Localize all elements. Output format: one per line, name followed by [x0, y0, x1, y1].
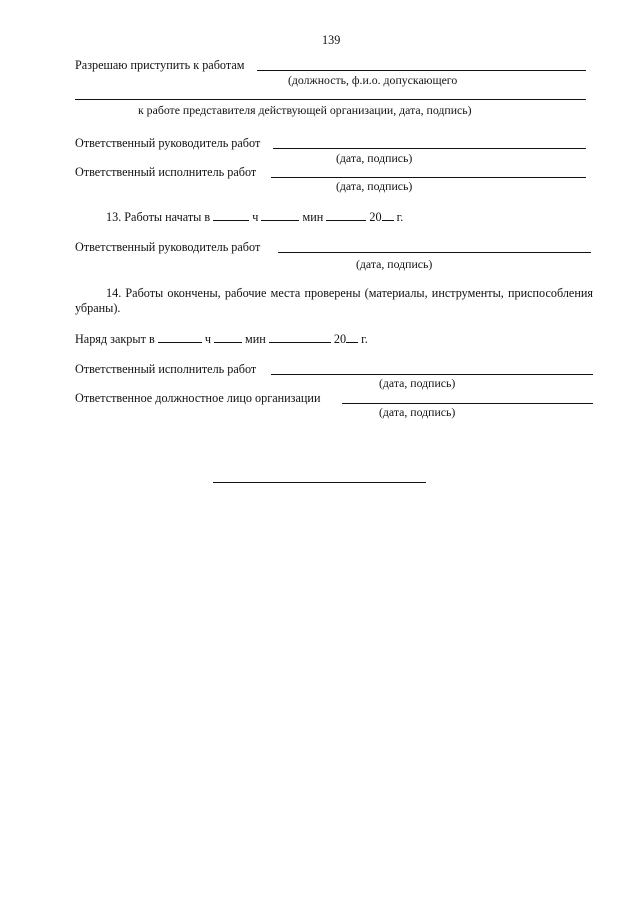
responsible-executor-line[interactable] [271, 177, 586, 178]
permit-caption-1: (должность, ф.и.о. допускающего [288, 73, 458, 87]
responsible-official-label: Ответственное должностное лицо организации [75, 391, 321, 405]
start-minutes-field[interactable] [261, 209, 299, 221]
responsible-manager-line-2[interactable] [278, 252, 591, 253]
page-number: 139 [322, 33, 341, 47]
close-year-prefix: 20 [333, 332, 347, 346]
responsible-manager-caption-2: (дата, подпись) [356, 257, 433, 271]
close-year-field[interactable] [346, 331, 358, 343]
responsible-manager-line[interactable] [273, 148, 586, 149]
year-prefix: 20 [369, 210, 382, 224]
close-minutes-field[interactable] [214, 331, 242, 343]
permit-caption-2: к работе представителя действующей организации, дата, подпись) [138, 103, 472, 117]
close-year-suffix: г. [361, 332, 368, 346]
responsible-manager-label: Ответственный руководитель работ [75, 136, 261, 150]
responsible-manager-caption: (дата, подпись) [336, 151, 413, 165]
responsible-official-line[interactable] [342, 403, 593, 404]
responsible-executor-caption-2: (дата, подпись) [379, 376, 456, 390]
permit-signature-line-2[interactable] [75, 99, 586, 100]
work-started-label: 13. Работы начаты в [106, 210, 211, 224]
start-date-field[interactable] [326, 209, 366, 221]
start-year-field[interactable] [382, 209, 394, 221]
responsible-official-caption: (дата, подпись) [379, 405, 456, 419]
permit-signature-line[interactable] [257, 70, 586, 71]
order-closed-label: Наряд закрыт в [75, 332, 155, 346]
work-finished-paragraph: 14. Работы окончены, рабочие места проверены (материалы, инструменты, приспособления убраны). [75, 286, 593, 315]
responsible-executor-caption: (дата, подпись) [336, 179, 413, 193]
minutes-unit: мин [302, 210, 324, 224]
responsible-manager-label-2: Ответственный руководитель работ [75, 240, 261, 254]
close-date-field[interactable] [269, 331, 331, 343]
responsible-executor-label-2: Ответственный исполнитель работ [75, 362, 257, 376]
responsible-executor-line-2[interactable] [271, 374, 593, 375]
hours-unit: ч [252, 210, 259, 224]
work-started-line [106, 209, 403, 224]
order-closed-line [75, 331, 368, 346]
closing-separator-line [213, 482, 426, 483]
responsible-executor-label: Ответственный исполнитель работ [75, 165, 257, 179]
permit-label: Разрешаю приступить к работам [75, 58, 245, 72]
start-hours-field[interactable] [213, 209, 249, 221]
year-suffix: г. [396, 210, 404, 224]
close-hours-unit: ч [204, 332, 211, 346]
close-minutes-unit: мин [245, 332, 266, 346]
close-hours-field[interactable] [158, 331, 202, 343]
